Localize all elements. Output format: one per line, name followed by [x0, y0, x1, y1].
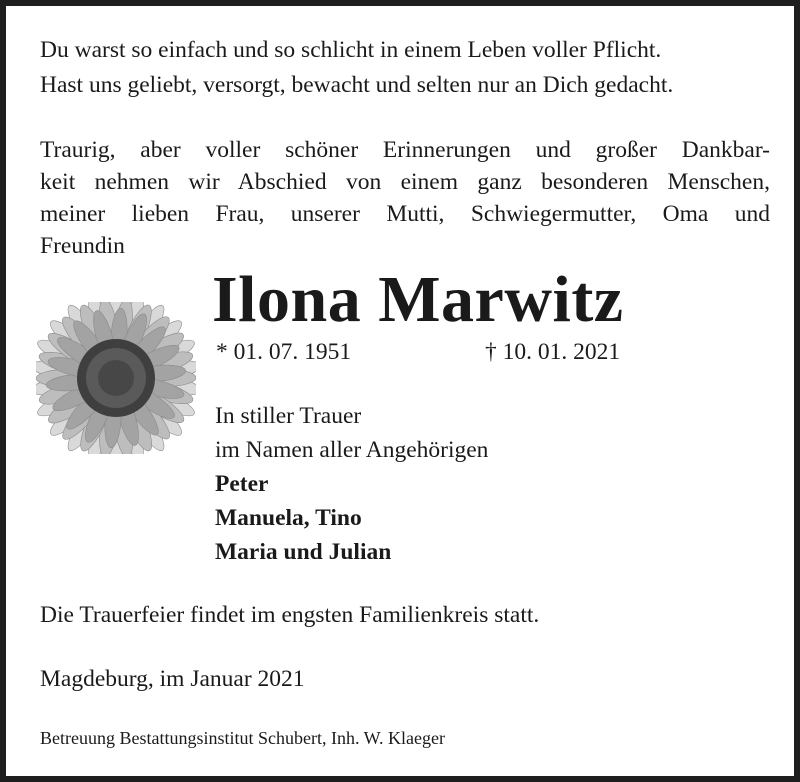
- sunflower-icon: [36, 302, 196, 454]
- deceased-name: Ilona Marwitz: [212, 263, 624, 336]
- sunflower-core: [98, 360, 134, 396]
- intro-line-3: meiner lieben Frau, unserer Mutti, Schwiegermutter, Oma und: [40, 201, 770, 227]
- mourning-line-2: im Namen aller Angehörigen: [215, 437, 489, 463]
- death-date: † 10. 01. 2021: [485, 339, 621, 365]
- intro-line-4: Freundin: [40, 233, 125, 259]
- poem-line-2: Hast uns geliebt, versorgt, bewacht und selten nur an Dich gedacht.: [40, 72, 674, 98]
- intro-line-1: Traurig, aber voller schöner Erinnerungen und großer Dankbar-: [40, 137, 770, 163]
- mourning-line-1: In stiller Trauer: [215, 403, 362, 429]
- poem-line-1: Du warst so einfach und so schlicht in einem Leben voller Pflicht.: [40, 37, 662, 63]
- birth-date: * 01. 07. 1951: [216, 339, 352, 365]
- mourner-name: Maria und Julian: [215, 539, 392, 565]
- mourner-name: Peter: [215, 471, 269, 497]
- intro-line-2: keit nehmen wir Abschied von einem ganz besonderen Menschen,: [40, 169, 770, 195]
- funeral-home-footer: Betreuung Bestattungsinstitut Schubert, Inh. W. Klaeger: [40, 728, 445, 748]
- mourner-name: Manuela, Tino: [215, 505, 362, 531]
- funeral-note: Die Trauerfeier findet im engsten Familienkreis statt.: [40, 602, 540, 628]
- place-date: Magdeburg, im Januar 2021: [40, 666, 305, 692]
